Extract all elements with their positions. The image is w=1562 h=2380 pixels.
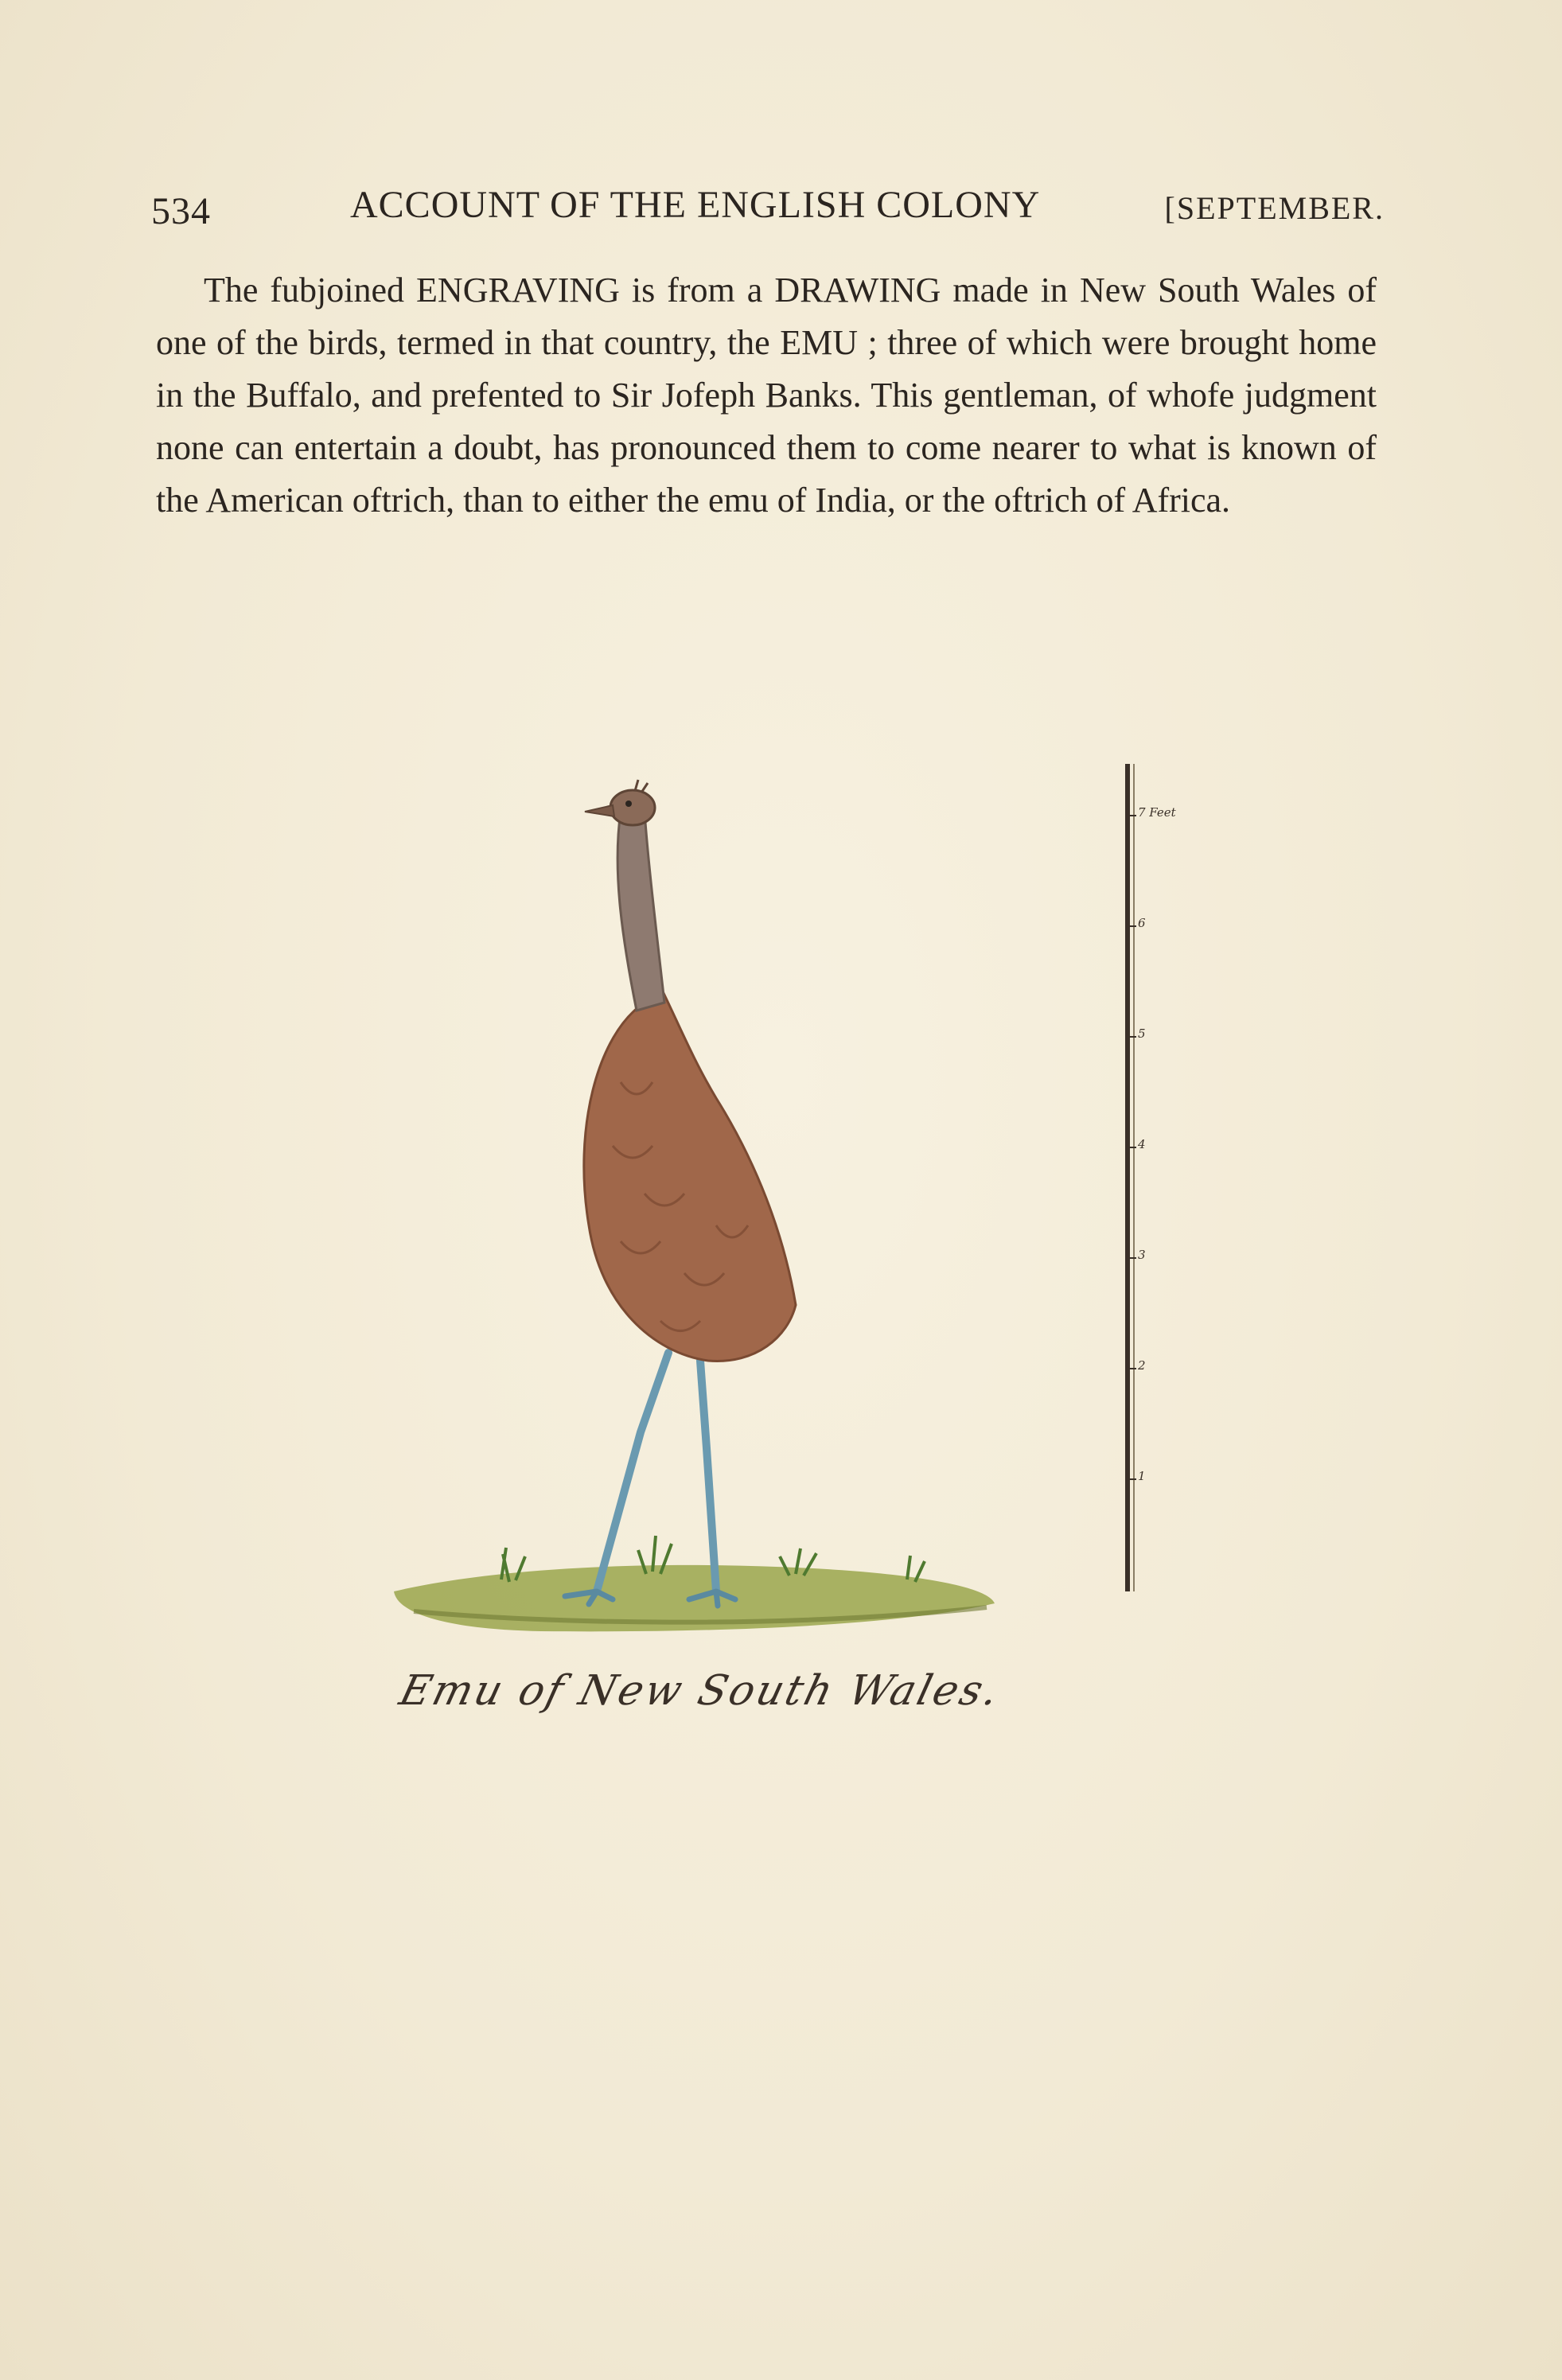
emu-beak: [585, 805, 614, 816]
body-text: [156, 264, 1377, 527]
running-title: ACCOUNT OF THE ENGLISH COLONY: [350, 184, 1041, 226]
emu-head: [610, 790, 655, 825]
emu-legs: [597, 1353, 716, 1591]
scale-label: 2: [1138, 1358, 1146, 1373]
plate-caption: Emu of New South Wales.: [395, 1667, 1006, 1715]
scale-label: 4: [1138, 1137, 1146, 1151]
scale-label: 5: [1138, 1026, 1146, 1041]
month-heading: [SEPTEMBER.: [1164, 190, 1385, 226]
page-header: [151, 183, 1385, 239]
page-number: 534: [151, 190, 211, 232]
emu-neck: [617, 812, 664, 1011]
scale-label: 6: [1138, 916, 1146, 930]
engraving-plate: [382, 748, 1178, 1766]
emu-body: [584, 987, 796, 1361]
paragraph: The fubjoined ENGRAVING is from a DRAWING made in New South Wales of one of the birds, termed in that country, the EMU ; three of which were brought home in the Buffalo, and prefented to Sir Jofeph Banks. This gentleman, of whofe judgment none can entertain a doubt, has pronounced them to come nearer to what is known of the American oftrich, than to either the emu of India, or the oftrich of Africa.: [156, 271, 1377, 520]
emu-eye: [625, 800, 632, 807]
scale-label-top: 7 Feet: [1138, 805, 1176, 820]
emu-illustration: [382, 748, 1178, 1663]
scale-label: 1: [1138, 1469, 1146, 1483]
scale-label: 3: [1138, 1248, 1146, 1262]
